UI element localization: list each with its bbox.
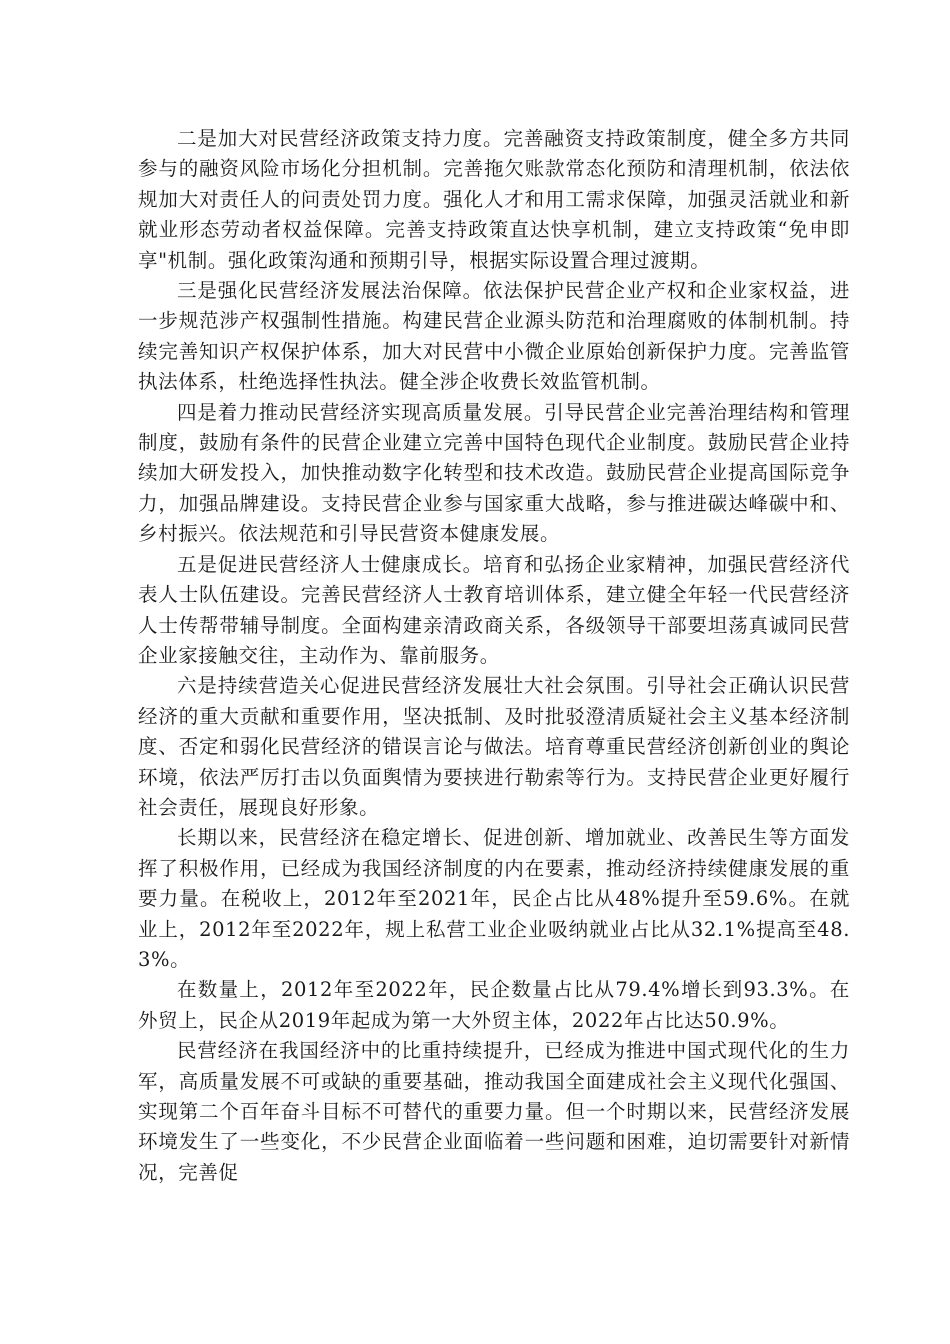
- paragraph-rule-of-law: 三是强化民营经济发展法治保障。依法保护民营企业产权和企业家权益，进一步规范涉产权强制性措施。构建民营企业源头防范和治理腐败的体制机制。持续完善知识产权保护体系，加大对民营中小微企业原始创新保护力度。完善监管执法体系，杜绝选择性执法。健全涉企收费长效监管机制。: [138, 279, 850, 394]
- paragraph-tax-employment-stats: 长期以来，民营经济在稳定增长、促进创新、增加就业、改善民生等方面发挥了积极作用，已经成为我国经济制度的内在要素，推动经济持续健康发展的重要力量。在税收上，2012年至2021年，民企占比从48%提升至59.6%。在就业上，2012年至2022年，规上私营工业企业吸纳就业占比从32.1%提高至48.3%。: [138, 826, 850, 971]
- paragraph-economic-importance: 民营经济在我国经济中的比重持续提升，已经成为推进中国式现代化的生力军，高质量发展不可或缺的重要基础，推动我国全面建成社会主义现代化强国、实现第二个百年奋斗目标不可替代的重要力量。但一个时期以来，民营经济发展环境发生了一些变化，不少民营企业面临着一些问题和困难，迫切需要针对新情况，完善促: [138, 1039, 850, 1184]
- paragraph-high-quality-development: 四是着力推动民营经济实现高质量发展。引导民营企业完善治理结构和管理制度，鼓励有条件的民营企业建立完善中国特色现代企业制度。鼓励民营企业持续加大研发投入，加快推动数字化转型和技术改造。鼓励民营企业提高国际竞争力，加强品牌建设。支持民营企业参与国家重大战略，参与推进碳达峰碳中和、乡村振兴。依法规范和引导民营资本健康发展。: [138, 400, 850, 546]
- paragraph-social-atmosphere: 六是持续营造关心促进民营经济发展壮大社会氛围。引导社会正确认识民营经济的重大贡献和重要作用，坚决抵制、及时批驳澄清质疑社会主义基本经济制度、否定和弱化民营经济的错误言论与做法。培育尊重民营经济创新创业的舆论环境，依法严厉打击以负面舆情为要挟进行勒索等行为。支持民营企业更好履行社会责任，展现良好形象。: [138, 674, 850, 819]
- paragraph-policy-support: 二是加大对民营经济政策支持力度。完善融资支持政策制度，健全多方共同参与的融资风险市场化分担机制。完善拖欠账款常态化预防和清理机制，依法依规加大对责任人的问责处罚力度。强化人才和用工需求保障，加强灵活就业和新就业形态劳动者权益保障。完善支持政策直达快享机制，建立支持政策“免申即享"机制。强化政策沟通和预期引导，根据实际设置合理过渡期。: [138, 127, 850, 272]
- paragraph-quantity-trade-stats: 在数量上，2012年至2022年，民企数量占比从79.4%增长到93.3%。在外贸上，民企从2019年起成为第一大外贸主体，2022年占比达50.9%。: [138, 978, 850, 1032]
- paragraph-entrepreneur-growth: 五是促进民营经济人士健康成长。培育和弘扬企业家精神，加强民营经济代表人士队伍建设。完善民营经济人士教育培训体系，建立健全年轻一代民营经济人士传帮带辅导制度。全面构建亲清政商关系，各级领导干部要坦荡真诚同民营企业家接触交往，主动作为、靠前服务。: [138, 552, 850, 667]
- document-body: [138, 124, 850, 1188]
